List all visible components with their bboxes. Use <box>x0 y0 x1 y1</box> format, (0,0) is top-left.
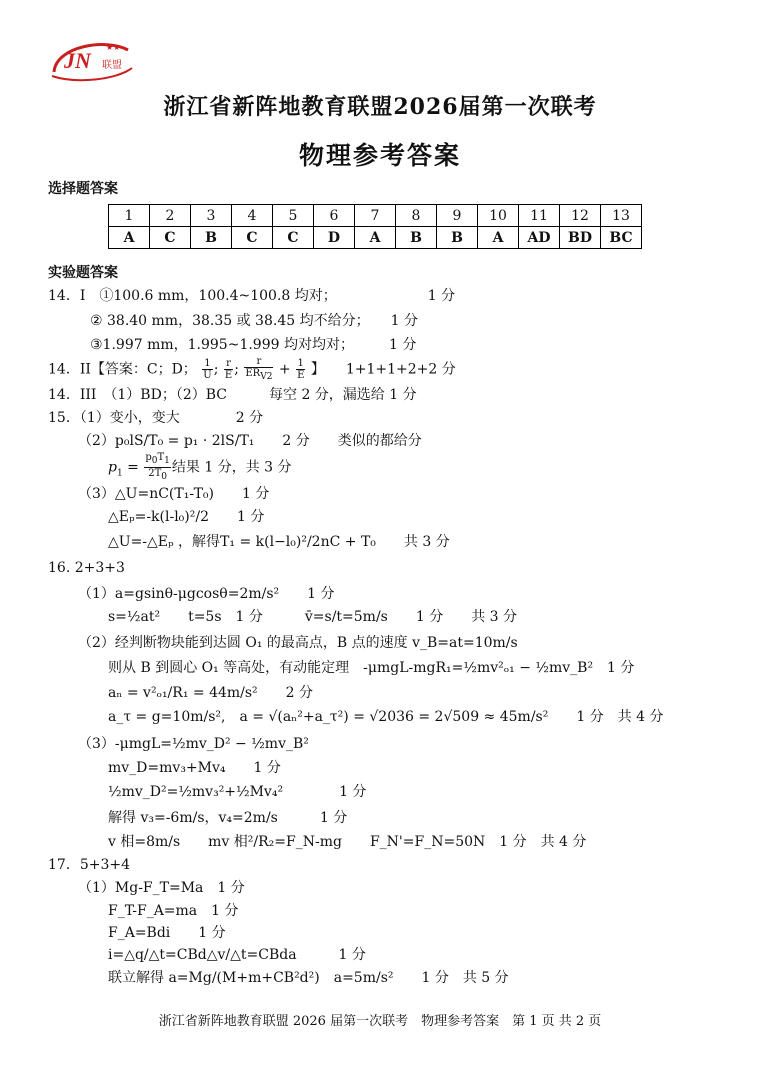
q-answer: B <box>437 227 478 249</box>
answer-line: ② 38.40 mm，38.35 或 38.45 均不给分； 1 分 <box>90 313 418 329</box>
q-number: 1 <box>109 205 150 227</box>
answer-prefix: 14．II【答案：C；D； <box>48 361 197 378</box>
answer-line-14ii: 14．II【答案：C；D； $\frac{1}{U}$ ; $\frac{r}{E}$ ; $\frac{r}{ER_{V2}}$ + $\frac{1}{E}$ 】 1+1+1+2+2 分 <box>48 356 456 382</box>
answer-line: （1）Mg-F_T=Ma 1 分 <box>78 880 245 896</box>
q-answer: C <box>273 227 314 249</box>
answer-suffix: 】 1+1+1+2+2 分 <box>310 361 456 378</box>
answer-line: ③1.997 mm，1.995~1.999 均对均对； 1 分 <box>90 337 417 353</box>
answer-line: （3）-μmgL=½mv_D² − ½mv_B² <box>78 736 309 752</box>
answer-line: mv_D=mv₃+Mv₄ 1 分 <box>108 760 281 776</box>
answer-line: （1）a=gsinθ-μgcosθ=2m/s² 1 分 <box>78 586 335 602</box>
answer-line: △U=-△Eₚ ，解得T₁ = k(l−l₀)²/2nC + T₀ 共 3 分 <box>108 534 450 550</box>
q-answer: AD <box>519 227 560 249</box>
answer-line: 14．III （1）BD；（2）BC 每空 2 分，漏选给 1 分 <box>48 387 417 403</box>
answer-line: 16. 2+3+3 <box>48 560 125 576</box>
q-number: 3 <box>191 205 232 227</box>
answer-line: 解得 v₃=-6m/s，v₄=2m/s 1 分 <box>108 810 348 826</box>
q-answer: C <box>150 227 191 249</box>
q-number: 9 <box>437 205 478 227</box>
mc-heading: 选择题答案 <box>48 181 118 197</box>
formula-p1: $\frac{p_0T_1}{2T_0}$ <box>145 452 170 482</box>
answer-line: F_A=Bdi 1 分 <box>108 925 226 941</box>
formula-r-over-e: $\frac{r}{E}$ <box>224 358 233 381</box>
answer-line: 14．I ①100.6 mm，100.4~100.8 均对； 1 分 <box>48 288 456 304</box>
answer-line: a_τ = g=10m/s², a = √(aₙ²+a_τ²) = √2036 = 2√509 ≈ 45m/s² 1 分 共 4 分 <box>108 709 664 725</box>
q-answer: BD <box>560 227 601 249</box>
answer-line: 17．5+3+4 <box>48 857 130 873</box>
answer-line: △Eₚ=-k(l-l₀)²/2 1 分 <box>108 509 265 525</box>
answer-line: v 相=8m/s mv 相²/R₂=F_N-mg F_N'=F_N=50N 1 分 共 4 分 <box>108 834 587 850</box>
answer-line: s=½at² t=5s 1 分 v̄=s/t=5m/s 1 分 共 3 分 <box>108 609 518 625</box>
answer-line: ½mv_D²=½mv₃²+½Mv₄² 1 分 <box>108 784 367 800</box>
answer-line: （3）△U=nC(T₁-T₀) 1 分 <box>78 486 270 502</box>
answer-line-p1: $p_1$ = $\frac{p_0T_1}{2T_0}$ 结果 1 分，共 3 分 <box>108 452 292 482</box>
alliance-logo <box>46 32 136 84</box>
svg-text:JN: JN <box>64 48 91 73</box>
q-number: 8 <box>396 205 437 227</box>
answer-line: 联立解得 a=Mg/(M+m+CB²d²) a=5m/s² 1 分 共 5 分 <box>108 970 509 986</box>
q-answer: D <box>314 227 355 249</box>
exp-heading: 实验题答案 <box>48 265 118 281</box>
answer-line: i=△q/△t=CBd△v/△t=CBda 1 分 <box>108 947 366 963</box>
q-number: 12 <box>560 205 601 227</box>
q-answer: A <box>478 227 519 249</box>
q-answer: BC <box>601 227 642 249</box>
answer-line: （2）p₀lS/T₀ = p₁ · 2lS/T₁ 2 分 类似的都给分 <box>78 433 422 449</box>
svg-text:★★: ★★ <box>106 43 121 52</box>
q-answer: C <box>232 227 273 249</box>
exam-title: 浙江省新阵地教育联盟2026届第一次联考 <box>163 94 597 120</box>
formula-r-over-erv2: $\frac{r}{ER_{V2}}$ <box>245 356 273 382</box>
q-number: 7 <box>355 205 396 227</box>
q-answer: B <box>396 227 437 249</box>
q-answer: A <box>109 227 150 249</box>
page-footer: 浙江省新阵地教育联盟 2026 届第一次联考 物理参考答案 第 1 页 共 2 页 <box>158 1014 602 1029</box>
q-number: 6 <box>314 205 355 227</box>
q-answer: B <box>191 227 232 249</box>
q-number: 10 <box>478 205 519 227</box>
svg-text:联盟: 联盟 <box>102 60 122 71</box>
q-number: 11 <box>519 205 560 227</box>
mc-answer-table <box>108 204 642 249</box>
doc-subtitle: 物理参考答案 <box>298 141 461 170</box>
q-number: 2 <box>150 205 191 227</box>
q-number: 5 <box>273 205 314 227</box>
formula-1-over-e: $\frac{1}{E}$ <box>297 358 305 381</box>
q-number: 4 <box>232 205 273 227</box>
answer-line: F_T-F_A=ma 1 分 <box>108 903 239 919</box>
q-number: 13 <box>601 205 642 227</box>
answer-line: aₙ = v²ₒ₁/R₁ = 44m/s² 2 分 <box>108 685 314 701</box>
answer-line: （2）经判断物块能到达圆 O₁ 的最高点，B 点的速度 v_B=at=10m/s <box>78 635 518 651</box>
answer-text: 结果 1 分，共 3 分 <box>171 459 292 476</box>
q-answer: A <box>355 227 396 249</box>
answer-line: 15．（1）变小，变大 2 分 <box>48 410 264 426</box>
answer-line: 则从 B 到圆心 O₁ 等高处，有动能定理 -μmgL-mgR₁=½mv²ₒ₁ − ½mv_B² 1 分 <box>108 660 635 676</box>
formula-1-over-u: $\frac{1}{U}$ <box>203 358 212 381</box>
